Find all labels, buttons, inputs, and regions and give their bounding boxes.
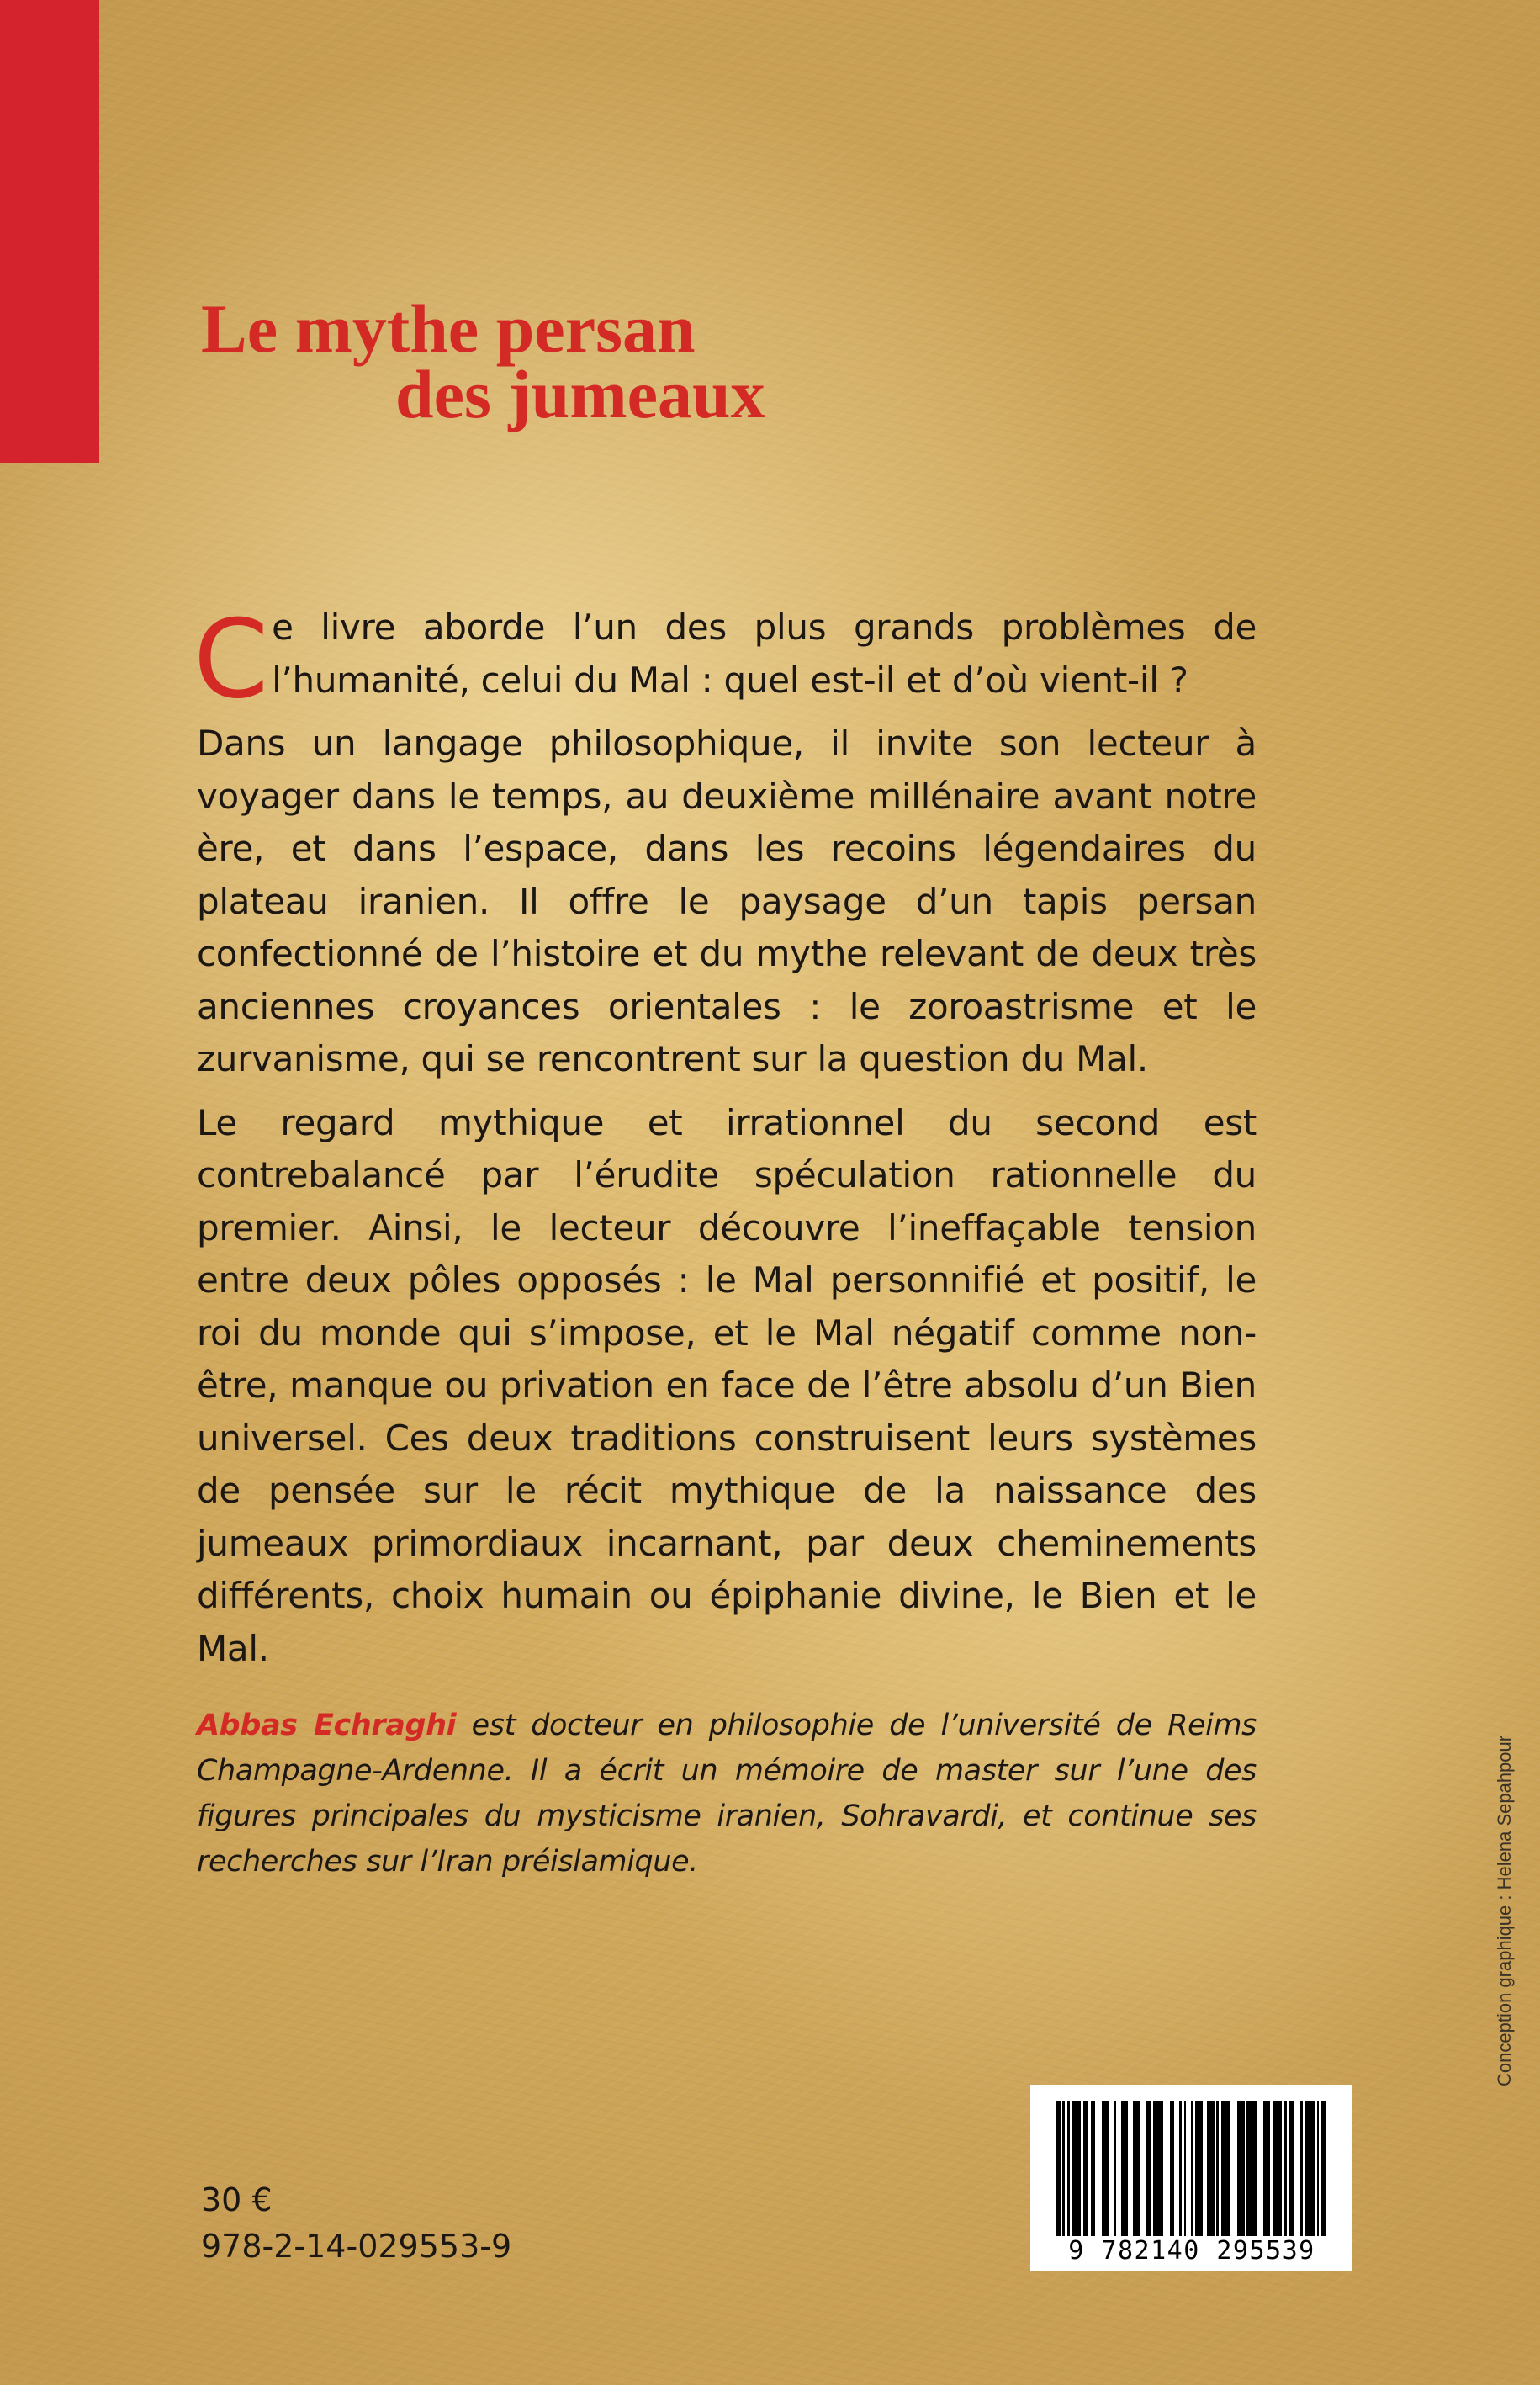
price: 30 €: [201, 2181, 273, 2218]
barcode-bar: [1133, 2101, 1140, 2236]
barcode-space: [1257, 2101, 1263, 2236]
barcode-bar: [1195, 2101, 1202, 2236]
barcode-bar: [1102, 2101, 1109, 2236]
author-bio: [197, 1703, 1257, 1884]
barcode-bar: [1221, 2101, 1230, 2236]
barcode-space: [1326, 2101, 1329, 2236]
book-description: [193, 597, 1257, 1686]
barcode-bar: [1263, 2101, 1270, 2236]
barcode-space: [1163, 2101, 1170, 2236]
barcode: [1030, 2085, 1352, 2271]
book-title-line-1: Le mythe persan: [201, 290, 696, 367]
design-credit: Conception graphique : Helena Sepahpour: [1494, 1735, 1515, 2086]
author-name: Abbas Echraghi: [197, 1709, 457, 1742]
description-paragraph-1-text: e livre aborde l’un des plus grands problèmes de l’humanité, celui du Mal : quel est-il et d’où vient-il ?: [272, 607, 1257, 701]
description-paragraph-2: Dans un langage philosophique, il invite son lecteur à voyager dans le temps, au deuxième millénaire avant notre ère, et dans l’espace, dans les recoins légendaires du plateau iranien. Il offre le paysage d’un tapis persan confectionné de l’histoire et du mythe relevant de deux très anciennes croyances orientales : le zoroastrisme et le zurvanisme, qui se rencontrent sur la question du Mal.: [197, 723, 1257, 1079]
barcode-bar: [1305, 2101, 1315, 2236]
barcode-space: [1294, 2101, 1300, 2236]
barcode-bar: [1121, 2101, 1128, 2236]
book-title-line-2: des jumeaux: [395, 356, 765, 432]
description-paragraph-3: Le regard mythique et irrationnel du second est contrebalancé par l’érudite spéculation rationnelle du premier. Ainsi, le lecteur découvre l’ineffaçable tension entre deux pôles opposés : le Mal personnifié et positif, le roi du monde qui s’impose, et le Mal négatif comme non-être, manque ou privation en face de l’être absolu d’un Bien universel. Ces deux traditions construisent leurs systèmes de pensée sur le récit mythique de la naissance des jumeaux primordiaux incarnant, par deux cheminements différents, choix humain ou épiphanie divine, le Bien et le Mal.: [197, 1101, 1257, 1669]
barcode-bars: [1056, 2101, 1329, 2236]
barcode-space: [1230, 2101, 1237, 2236]
description-paragraph-1: [193, 597, 1257, 723]
red-color-band: [0, 0, 99, 463]
barcode-bar: [1153, 2101, 1162, 2236]
barcode-space: [1095, 2101, 1102, 2236]
barcode-bar: [1072, 2101, 1081, 2236]
barcode-digits: 9 782140 295539: [1068, 2236, 1315, 2266]
barcode-bar: [1273, 2101, 1282, 2236]
barcode-space: [1140, 2101, 1146, 2236]
barcode-bar: [1207, 2101, 1214, 2236]
drop-cap: C: [193, 597, 269, 723]
barcode-bar: [1237, 2101, 1244, 2236]
barcode-bar: [1246, 2101, 1256, 2236]
isbn: 978-2-14-029553-9: [201, 2228, 512, 2265]
author-bio-text: est docteur en philosophie de l’université de Reims Champagne-Ardenne. Il a écrit un mémoire de master sur l’une des figures principales du mysticisme iranien, Sohravardi, et continue ses recherches sur l’Iran préislamique.: [197, 1709, 1257, 1879]
